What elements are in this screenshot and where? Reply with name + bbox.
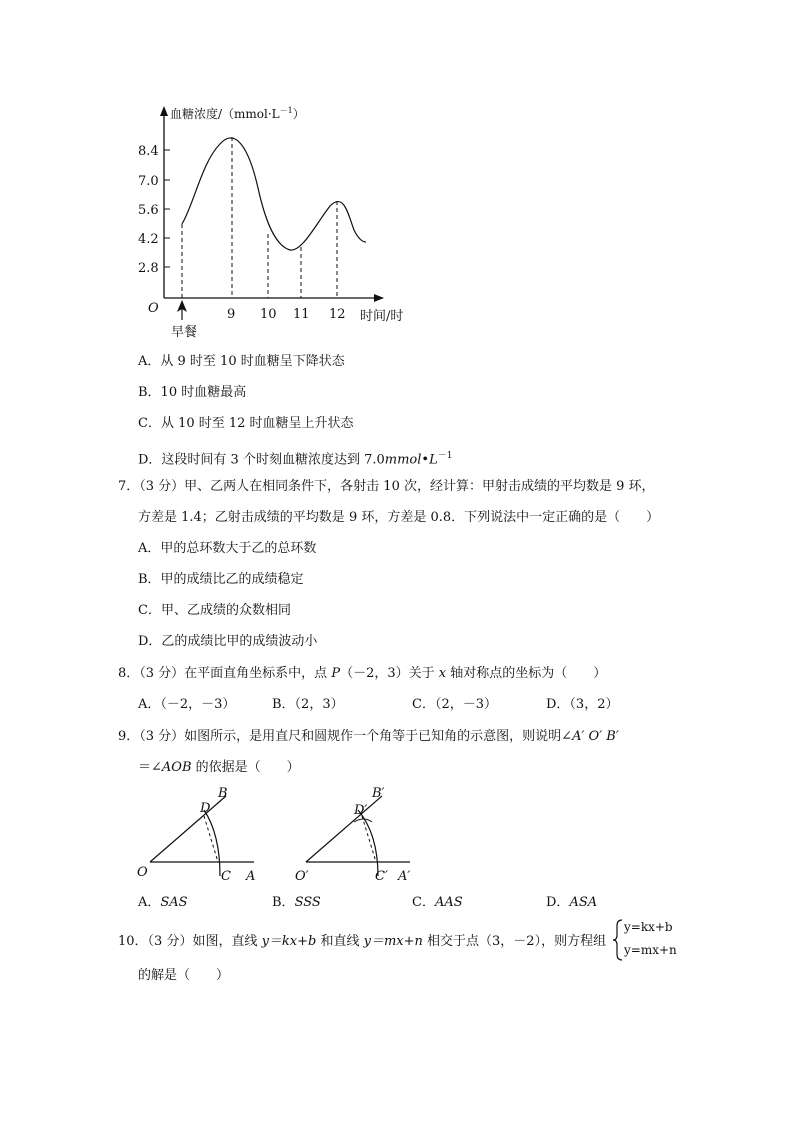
q10-stem-line2: 的解是（ ） (138, 968, 230, 983)
q8-option-b: B．（2，3） (272, 697, 344, 712)
blood-sugar-chart (130, 100, 420, 340)
angle-figure-original (134, 782, 264, 886)
fig2-label-o: O′ (295, 869, 309, 884)
q9-option-b: B．SSS (272, 895, 321, 910)
system-eq1: y=kx+b (624, 920, 673, 934)
x-tick-label: 12 (329, 307, 346, 322)
fig2-label-c: C′ (375, 869, 388, 884)
y-tick-label: 7.0 (138, 174, 159, 189)
fig2-label-a: A′ (398, 869, 411, 884)
fig1-label-d: D (200, 801, 211, 816)
q7-stem-line1: 7．（3 分）甲、乙两人在相同条件下，各射击 10 次，经计算：甲射击成绩的平均数是 9 环， (118, 479, 655, 494)
y-tick-label: 8.4 (138, 144, 159, 159)
q6-option-a: A．从 9 时至 10 时血糖呈下降状态 (138, 354, 345, 369)
system-brace (612, 918, 624, 962)
q7-option-d: D．乙的成绩比甲的成绩波动小 (138, 634, 318, 649)
x-axis-arrow (374, 294, 384, 302)
x-tick-label: 9 (227, 307, 236, 322)
fig1-label-a: A (246, 869, 256, 884)
y-tick-label: 4.2 (138, 232, 159, 247)
fig1-label-b: B (218, 786, 228, 801)
q9-stem-line2: ＝∠AOB 的依据是（ ） (138, 760, 300, 775)
q9-stem-line1: 9．（3 分）如图所示，是用直尺和圆规作一个角等于已知角的示意图，则说明∠A′ O′ B′ (118, 729, 619, 744)
origin-label: O (148, 301, 159, 316)
x-tick-label: 10 (260, 307, 277, 322)
blood-sugar-curve (182, 138, 366, 250)
q9-option-d: D．ASA (546, 895, 598, 910)
x-axis-title: 时间/时 (360, 309, 404, 324)
q9-option-c: C．AAS (412, 895, 463, 910)
q9-option-a: A．SAS (138, 895, 188, 910)
fig2-label-d: D′ (354, 803, 368, 818)
q7-option-c: C．甲、乙成绩的众数相同 (138, 603, 291, 618)
angle-figure-constructed (292, 782, 422, 886)
q6-option-c: C．从 10 时至 12 时血糖呈上升状态 (138, 416, 354, 431)
q7-option-a: A．甲的总环数大于乙的总环数 (138, 541, 317, 556)
y-axis-title: 血糖浓度$/(mmol\cdot L^{-1})$ (170, 106, 305, 121)
y-axis-arrow (160, 106, 168, 116)
y-tick-label: 2.8 (138, 261, 159, 276)
q10-stem-line1: 10．（3 分）如图，直线 y＝kx+b 和直线 y＝mx+n 相交于点（3，－2），则方程组 (118, 934, 607, 949)
q6-option-d: D．这段时间有 3 个时刻血糖浓度达到 $7.0mmol•L^{-1}$ (138, 451, 453, 468)
q7-stem-line2: 方差是 1.4；乙射击成绩的平均数是 9 环，方差是 0.8．下列说法中一定正确的是（ ） (138, 510, 660, 525)
q7-option-b: B．甲的成绩比乙的成绩稳定 (138, 572, 304, 587)
q8-option-d: D．（3，2） (546, 697, 619, 712)
q8-option-c: C．（2，－3） (412, 697, 497, 712)
y-tick-label: 5.6 (138, 203, 159, 218)
breakfast-label: 早餐 (171, 325, 198, 340)
fig2-label-b: B′ (372, 786, 385, 801)
fig1-label-c: C (221, 869, 231, 884)
system-eq2: y=mx+n (624, 943, 677, 957)
fig1-label-o: O (137, 865, 148, 880)
q6-option-b: B．10 时血糖最高 (138, 385, 247, 400)
q8-option-a: A．（－2，－3） (138, 697, 236, 712)
x-tick-label: 11 (293, 307, 310, 322)
q8-stem: 8．（3 分）在平面直角坐标系中，点 P（－2，3）关于 x 轴对称点的坐标为（ ） (118, 666, 607, 681)
